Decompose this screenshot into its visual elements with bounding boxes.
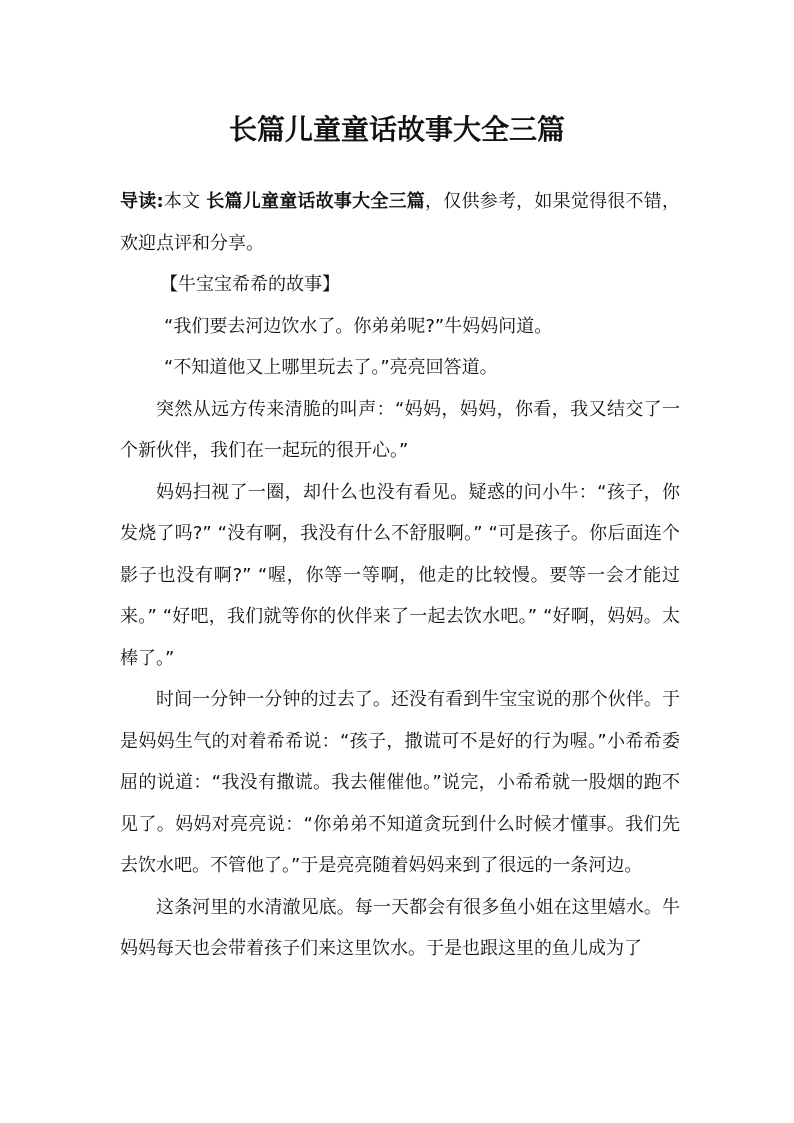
intro-suffix: ，仅供参考，如果觉得很不错，欢迎点评和分享。 [120, 191, 680, 254]
story-paragraph: 时间一分钟一分钟的过去了。还没有看到牛宝宝说的那个伙伴。于是妈妈生气的对着希希说：“孩子，撒谎可不是好的行为喔。”小希希委屈的说道：“我没有撒谎。我去催催他。”说完，小希希就一股烟的跑不见了。妈妈对亮亮说：“你弟弟不知道贪玩到什么时候才懂事。我们先去饮水吧。不管他了。”于是亮亮随着妈妈来到了很远的一条河边。 [120, 689, 680, 876]
section-heading: 【牛宝宝希希的故事】 [160, 274, 340, 295]
story-paragraph: “不知道他又上哪里玩去了。”亮亮回答道。 [164, 357, 498, 378]
story-paragraph: “我们要去河边饮水了。你弟弟呢?”牛妈妈问道。 [164, 315, 553, 337]
intro-prefix: 本文 [163, 191, 207, 212]
story-paragraph: 这条河里的水清澈见底。每一天都会有很多鱼小姐在这里嬉水。牛妈妈每天也会带着孩子们来这里饮水。于是也跟这里的鱼儿成为了 [120, 896, 680, 959]
intro-title-reference: 长篇儿童童话故事大全三篇 [206, 191, 426, 212]
story-paragraph: 突然从远方传来清脆的叫声：“妈妈，妈妈，你看，我又结交了一个新伙伴，我们在一起玩的很开心。” [120, 398, 680, 461]
document-body [120, 181, 680, 970]
intro-label: 导读: [120, 191, 164, 212]
intro-paragraph [120, 181, 680, 264]
document-title: 长篇儿童童话故事大全三篇 [228, 113, 565, 146]
story-paragraph: 妈妈扫视了一圈，却什么也没有看见。疑惑的问小牛：“孩子，你发烧了吗?” “没有啊，我没有什么不舒服啊。” “可是孩子。你后面连个影子也没有啊?” “喔，你等一等啊，他走的比较慢。要等一会才能过来。” “好吧，我们就等你的伙伴来了一起去饮水吧。” “好啊，妈妈。太棒了。” [120, 481, 680, 669]
